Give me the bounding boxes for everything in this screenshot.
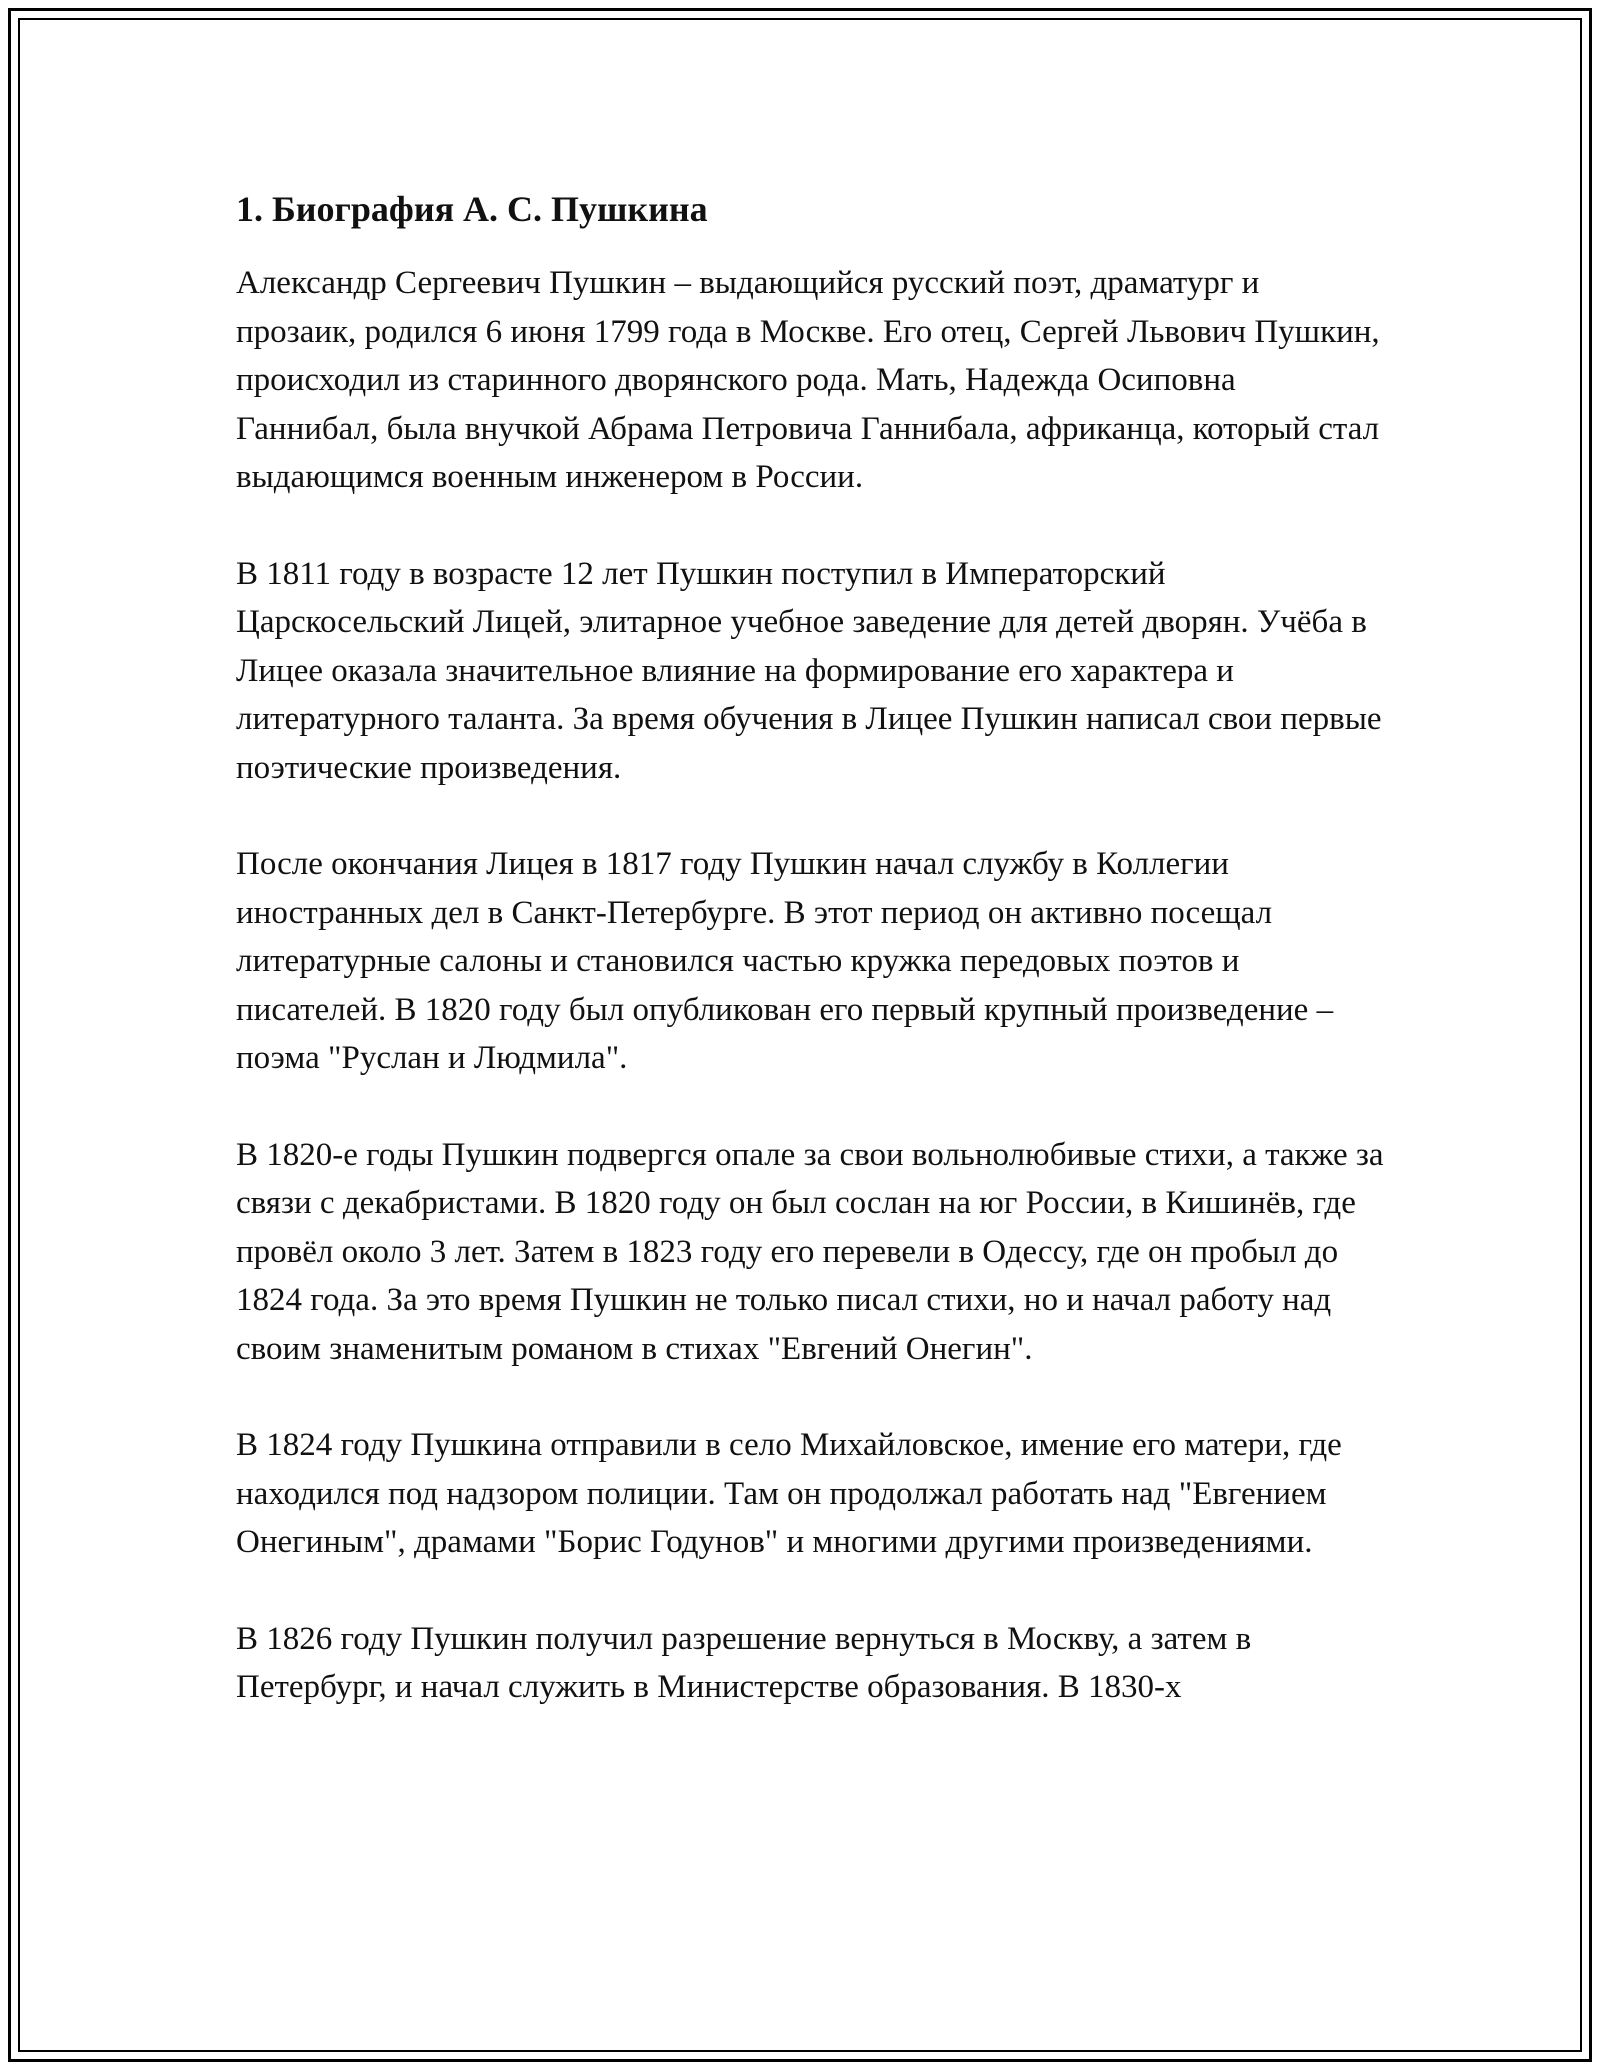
document-body bbox=[236, 185, 1386, 1760]
paragraph-return-to-moscow: В 1826 году Пушкин получил разрешение вернуться в Москву, а затем в Петербург, и начал служить в Министерстве образования. В 1830-х bbox=[236, 1620, 1252, 1705]
section-heading: 1. Биография А. С. Пушкина bbox=[236, 189, 708, 229]
paragraph-lyceum: В 1811 году в возрасте 12 лет Пушкин поступил в Императорский Царскосельский Лицей, элитарное учебное заведение для детей дворян. Учёба в Лицее оказала значительное влияние на формирование его характера и литературного таланта. За время обучения в Лицее Пушкин написал свои первые поэтические произведения. bbox=[236, 555, 1382, 786]
paragraph-petersburg-service: После окончания Лицея в 1817 году Пушкин начал службу в Коллегии иностранных дел в Санкт-Петербурге. В этот период он активно посещал литературные салоны и становился частью кружка передовых поэтов и писателей. В 1820 году был опубликован его первый крупный произведение – поэма "Руслан и Людмила". bbox=[236, 846, 1334, 1076]
paragraph-early-life: Александр Сергеевич Пушкин – выдающийся русский поэт, драматург и прозаик, родился 6 июня 1799 года в Москве. Его отец, Сергей Львович Пушкин, происходил из старинного дворянского рода. Мать, Надежда Осиповна Ганнибал, была внучкой Абрама Петровича Ганнибала, африканца, который стал выдающимся военным инженером в России. bbox=[236, 265, 1380, 495]
paragraph-southern-exile: В 1820-е годы Пушкин подвергся опале за свои вольнолюбивые стихи, а также за связи с декабристами. В 1820 году он был сослан на юг России, в Кишинёв, где провёл около 3 лет. Затем в 1823 году его перевели в Одессу, где он пробыл до 1824 года. За это время Пушкин не только писал стихи, но и начал работу над своим знаменитым романом в стихах "Евгений Онегин". bbox=[236, 1136, 1384, 1367]
paragraph-mikhailovskoye: В 1824 году Пушкина отправили в село Михайловское, имение его матери, где находился под надзором полиции. Там он продолжал работать над "Евгением Онегиным", драмами "Борис Годунов" и многими другими произведениями. bbox=[236, 1427, 1342, 1560]
